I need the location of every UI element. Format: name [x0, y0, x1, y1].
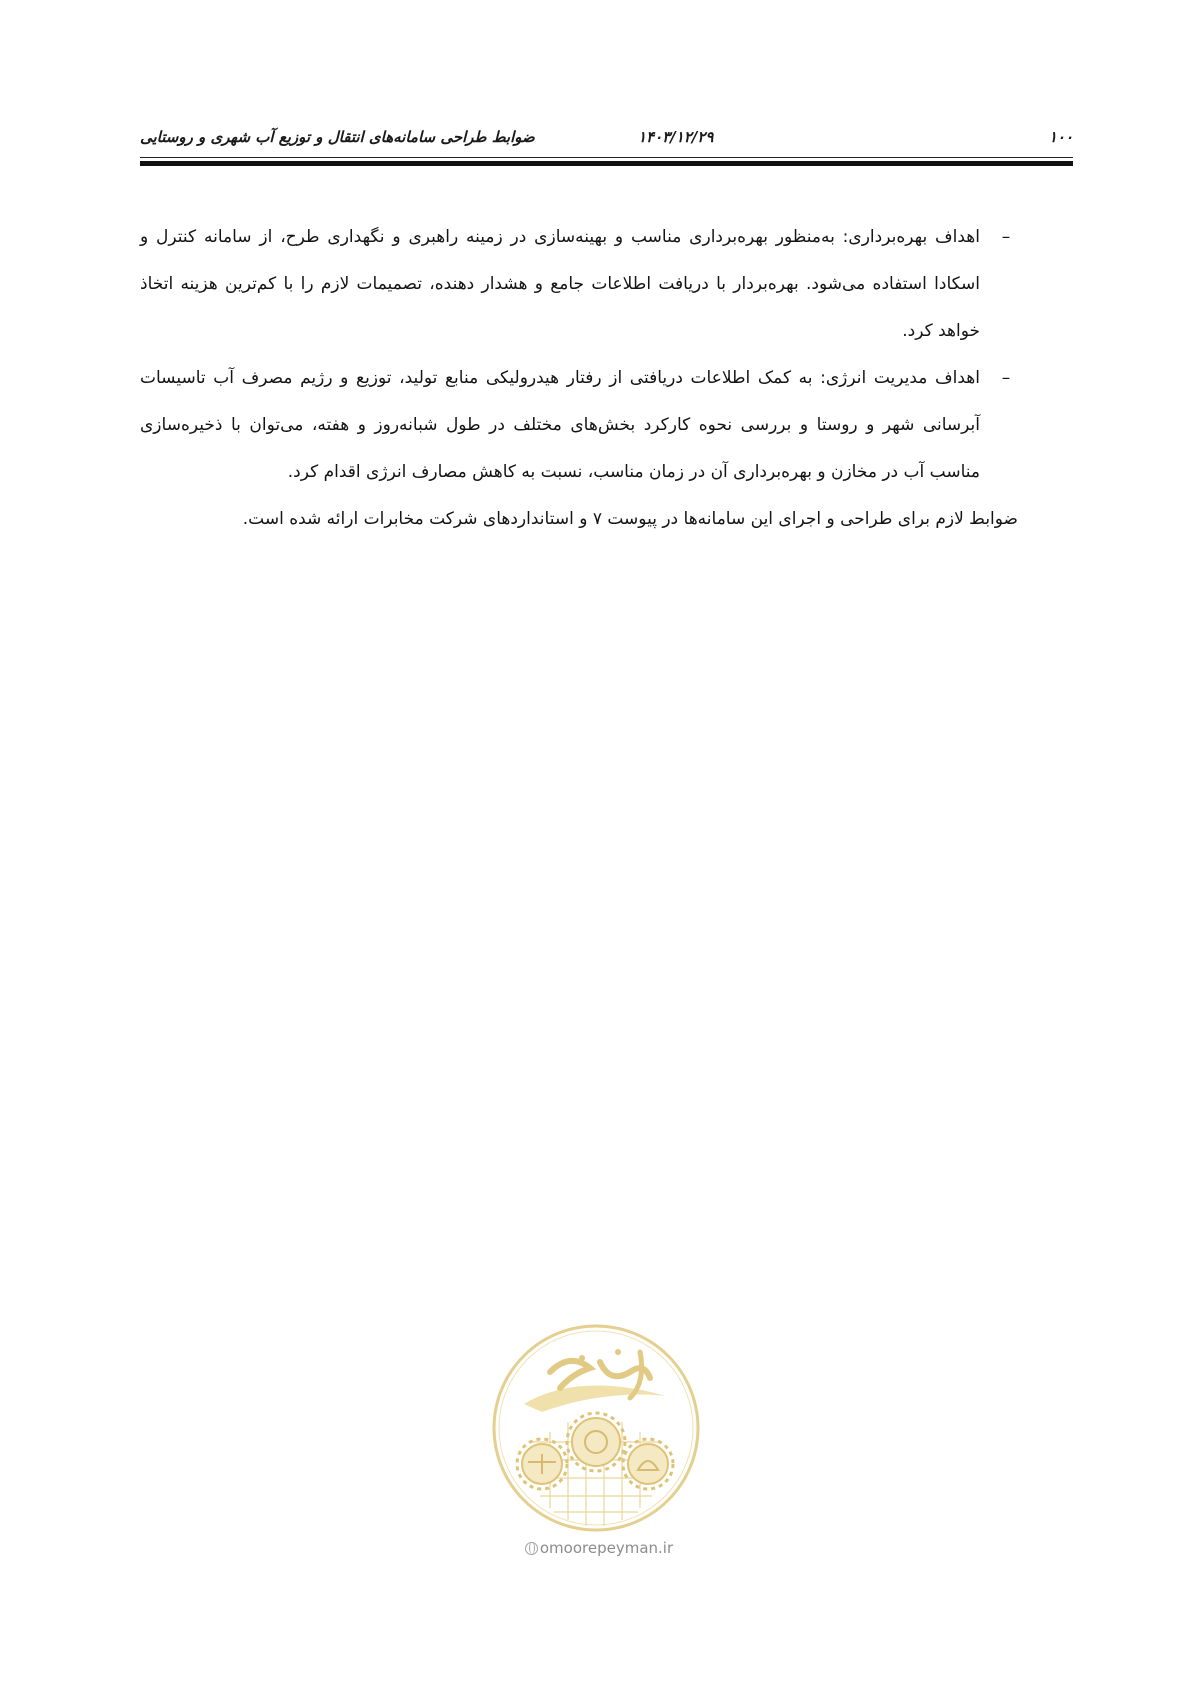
header-date: ۱۴۰۳/۱۲/۲۹ [638, 128, 714, 146]
body-content [140, 214, 1018, 543]
header-rule-thin [140, 157, 1073, 158]
bullet-text: اهداف بهره‌برداری: به‌منظور بهره‌برداری مناسب و بهینه‌سازی در زمینه راهبری و نگهداری طرح، از سامانه کنترل و اسکادا استفاده می‌شود. بهره‌بردار با دریافت اطلاعات جامع و هشدار دهنده، تصمیمات لازم را با کم‌ترین هزینه اتخاذ خواهد کرد. [140, 227, 980, 341]
watermark-url-text: omoorepeyman.ir [539, 1539, 674, 1557]
header-rule-thick [140, 161, 1073, 166]
bullet-dash: – [1001, 368, 1011, 388]
bullet-item [140, 214, 1018, 355]
closing-paragraph: ضوابط لازم برای طراحی و اجرای این سامانه‌ها در پیوست ۷ و استانداردهای شرکت مخابرات ارائه شده است. [242, 509, 1018, 529]
page-header [140, 128, 1073, 152]
bullet-text: اهداف مدیریت انرژی: به کمک اطلاعات دریافتی از رفتار هیدرولیکی منابع تولید، توزیع و رژیم مصرف آب تاسیسات آبرسانی شهر و روستا و بررسی نحوه کارکرد بخش‌های مختلف در طول شبانه‌روز و هفته، می‌توان با ذخیره‌سازی مناسب آب در مخازن و بهره‌برداری آن در زمان مناسب، نسبت به کاهش مصارف انرژی اقدام کرد. [140, 368, 980, 482]
header-page-number: ۱۰۰ [1048, 128, 1073, 146]
watermark-url [494, 1539, 704, 1557]
header-document-title: ضوابط طراحی سامانه‌های انتقال و توزیع آب شهری و روستایی [140, 128, 535, 146]
globe-icon [525, 1542, 538, 1555]
watermark-logo [490, 1322, 702, 1534]
bullet-dash: – [1001, 227, 1011, 247]
bullet-item [140, 355, 1018, 496]
